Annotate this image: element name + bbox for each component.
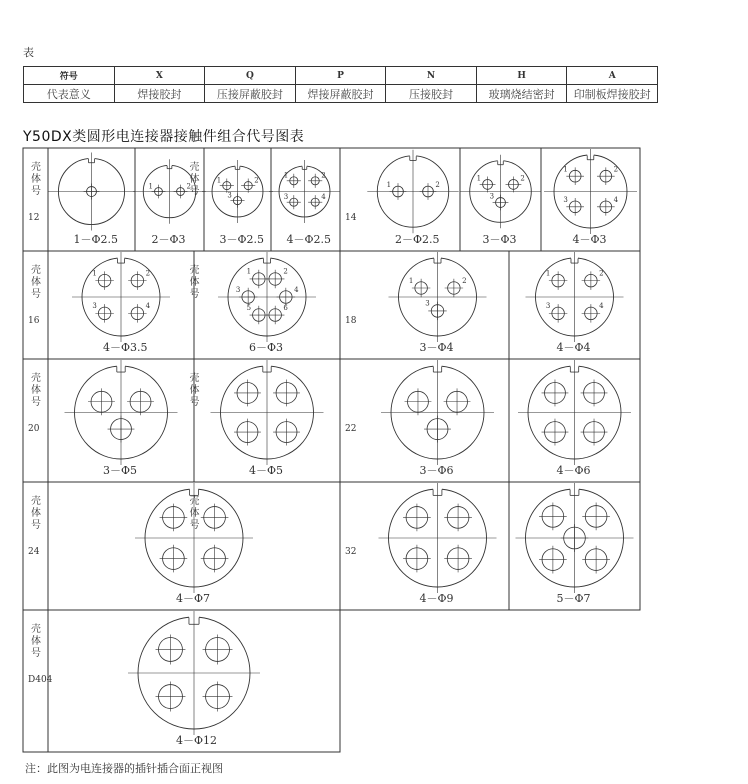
table-cell: 代表意义 (24, 85, 115, 103)
pin-number: 4 (321, 193, 326, 202)
shell-label-char: 号 (31, 648, 41, 659)
pin-number: 3 (425, 299, 430, 308)
pin-number: 1 (148, 182, 154, 191)
pin-number: 6 (283, 303, 288, 312)
shell-label-char: 体 (189, 508, 200, 519)
pin-spec-label: 4－Φ3.5 (103, 341, 148, 354)
shell-label-char: 壳 (31, 624, 41, 635)
pin-number: 3 (227, 191, 232, 200)
pin-spec-label: 4－Φ4 (556, 341, 591, 354)
shell-label-char: 体 (31, 508, 41, 519)
pin-number: 2 (599, 269, 604, 278)
shell-label-char: 体 (31, 385, 41, 396)
pin-spec-label: 4－Φ9 (419, 592, 454, 605)
shell-number: 18 (345, 316, 357, 326)
pin-number: 1 (563, 165, 568, 174)
shell-label-char: 体 (31, 636, 41, 647)
pin-spec-label: 6－Φ3 (249, 341, 284, 354)
pin-number: 1 (408, 276, 414, 285)
pin-spec-label: 4－Φ12 (176, 734, 218, 747)
shell-label-char: 号 (31, 520, 41, 531)
shell-label-char: 壳 (189, 496, 200, 507)
table-cell: 玻璃烧结密封 (476, 85, 567, 103)
shell-label-char: 号 (189, 520, 200, 531)
shell-label-char: 体 (31, 174, 41, 185)
pin-number: 1 (476, 174, 482, 183)
shell-label-char: 号 (31, 397, 41, 408)
chart-title: Y50DX类圆形电连接器接触件组合代号图表 (23, 129, 305, 145)
header-cell: 符号 (24, 67, 115, 85)
pin-number: 3 (489, 192, 495, 201)
shell-number: 12 (28, 213, 40, 223)
shell-number: D404 (28, 675, 53, 685)
table-cell: 压接屏蔽胶封 (205, 85, 296, 103)
pin-number: 3 (235, 285, 241, 294)
shell-number: 14 (345, 213, 357, 223)
shell-label-char: 壳 (31, 265, 41, 276)
pin-number: 2 (462, 276, 467, 285)
shell-label-char: 体 (189, 385, 200, 396)
pin-number: 1 (283, 171, 289, 180)
pin-number: 3 (563, 195, 568, 204)
pin-number: 4 (145, 302, 151, 311)
pin-spec-label: 4－Φ6 (556, 464, 591, 477)
table-cell: 印制板焊接胶封 (567, 85, 658, 103)
pin-spec-label: 4－Φ5 (249, 464, 284, 477)
pin-number: 2 (435, 181, 440, 190)
table-caption: 表 (23, 46, 34, 59)
shell-label-char: 体 (189, 277, 200, 288)
shell-label-char: 体 (189, 174, 200, 185)
table-cell: 焊接胶封 (114, 85, 205, 103)
shell-label-char: 号 (189, 289, 200, 300)
pin-number: 1 (386, 181, 392, 190)
pin-spec-label: 3－Φ5 (103, 464, 138, 477)
shell-group-box (340, 482, 640, 610)
pin-spec-label: 3－Φ3 (482, 233, 517, 246)
shell-group-box (23, 359, 340, 482)
pin-number: 1 (545, 269, 551, 278)
shell-label-char: 壳 (189, 162, 200, 173)
shell-number: 32 (345, 547, 357, 557)
header-cell: H (476, 67, 567, 85)
shell-label-char: 壳 (31, 373, 41, 384)
shell-label-char: 体 (31, 277, 41, 288)
pin-number: 1 (246, 267, 252, 276)
shell-label-char: 号 (189, 397, 200, 408)
pin-number: 2 (254, 176, 259, 185)
shell-label-char: 号 (189, 186, 200, 197)
pin-spec-label: 3－Φ4 (419, 341, 454, 354)
table-cell: 压接胶封 (386, 85, 477, 103)
shell-label-char: 壳 (31, 496, 41, 507)
shell-number: 22 (345, 424, 357, 434)
shell-label-char: 壳 (31, 162, 41, 173)
pin-number: 4 (294, 285, 299, 294)
header-cell: X (114, 67, 205, 85)
header-cell: A (567, 67, 658, 85)
pin-number: 3 (283, 193, 289, 202)
footnote: 注：此图为电连接器的插针插合面正视图 (25, 762, 223, 775)
shell-label-char: 号 (31, 289, 41, 300)
pin-number: 2 (145, 269, 151, 278)
pin-spec-label: 2－Φ2.5 (395, 233, 440, 246)
pin-spec-label: 5－Φ7 (556, 592, 591, 605)
pin-number: 3 (92, 302, 97, 311)
pin-spec-label: 4－Φ7 (176, 592, 211, 605)
pin-number: 1 (92, 269, 97, 278)
shell-group-box (340, 359, 640, 482)
shell-number: 20 (28, 424, 40, 434)
pin-spec-label: 3－Φ6 (419, 464, 454, 477)
shell-label-char: 号 (31, 186, 41, 197)
table-cell: 焊接屏蔽胶封 (295, 85, 386, 103)
pin-number: 2 (520, 174, 525, 183)
pin-spec-label: 3－Φ2.5 (219, 233, 265, 246)
pin-number: 2 (186, 182, 191, 191)
pin-spec-label: 4－Φ3 (572, 233, 607, 246)
header-cell: N (386, 67, 477, 85)
pin-number: 3 (545, 302, 551, 311)
pin-number: 2 (283, 267, 288, 276)
pin-number: 5 (246, 303, 252, 312)
pin-number: 2 (321, 171, 326, 180)
shell-label-char: 壳 (189, 265, 200, 276)
pin-number: 4 (613, 195, 619, 204)
shell-group-box (23, 482, 340, 610)
pin-number: 1 (216, 176, 222, 185)
header-cell: P (295, 67, 386, 85)
shell-group-box (23, 610, 340, 752)
shell-number: 24 (28, 547, 40, 557)
pin-number: 2 (613, 165, 619, 174)
pin-spec-label: 1－Φ2.5 (73, 233, 119, 246)
pin-spec-label: 2－Φ3 (151, 233, 186, 246)
header-cell: Q (205, 67, 296, 85)
shell-label-char: 壳 (189, 373, 200, 384)
pin-spec-label: 4－Φ2.5 (286, 233, 332, 246)
shell-number: 16 (28, 316, 40, 326)
pin-number: 4 (599, 302, 604, 311)
shell-group-box (340, 251, 640, 359)
